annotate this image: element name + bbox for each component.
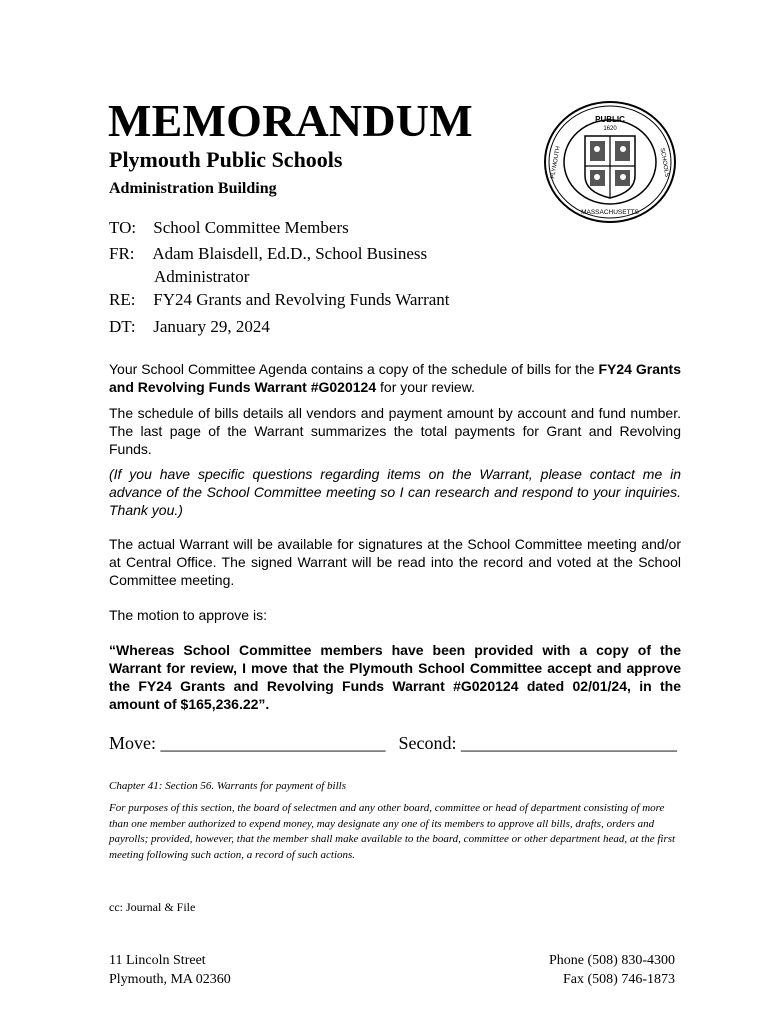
memo-to-line <box>109 216 349 239</box>
seal-ring-left: PLYMOUTH <box>550 145 562 180</box>
re-value: FY24 Grants and Revolving Funds Warrant <box>153 290 450 309</box>
department-name: Administration Building <box>109 180 277 197</box>
paragraph-schedule: The schedule of bills details all vendors and payment amount by account and fund number. The last page of the Warrant summarizes the total payments for Grant and Revolving Funds. <box>109 405 681 457</box>
memo-date-line <box>109 315 270 338</box>
seal-ring-right: SCHOOLS <box>658 147 670 178</box>
footer-city: Plymouth, MA 02360 <box>109 972 231 987</box>
from-value-continued: Administrator <box>154 267 250 286</box>
paragraph-agenda-pre: Your School Committee Agenda contains a copy of the schedule of bills for the <box>109 361 599 377</box>
memo-re-line <box>109 288 450 311</box>
move-line: Move: _________________________ <box>109 733 386 753</box>
legal-text: For purposes of this section, the board of selectmen and any other board, committee or head of department consisting of more than one member authorized to expend money, may designate any one of its members to approve all bills, drafts, orders and payrolls; provided, however, that the member shall make available to the board, committee or other department head, at the first meeting following such action, a record of such actions. <box>109 802 676 861</box>
footer-fax: Fax (508) 746-1873 <box>563 972 675 987</box>
signature-line <box>109 733 677 754</box>
footer-contact <box>549 951 675 989</box>
paragraph-agenda-post: for your review. <box>376 379 475 395</box>
footer-address <box>109 951 231 989</box>
paragraph-questions: (If you have specific questions regarding items on the Warrant, please contact me in advance of the School Committee meeting so I can research and respond to your inquiries. Thank you.) <box>109 466 681 518</box>
second-line: Second: ________________________ <box>398 733 677 753</box>
warrant-name-bold: FY24 Grants and Revolving Funds Warrant #G020124 <box>109 361 681 395</box>
paragraph-signatures: The actual Warrant will be available for signatures at the School Committee meeting and/or at Central Office. The signed Warrant will be read into the record and voted at the School Committee meeting. <box>109 536 681 588</box>
seal-ring-top: PUBLIC <box>595 115 625 124</box>
date-value: January 29, 2024 <box>153 317 270 336</box>
to-value: School Committee Members <box>153 218 349 237</box>
cc-line: cc: Journal & File <box>109 900 196 914</box>
from-value: Adam Blaisdell, Ed.D., School Business <box>152 244 428 263</box>
organization-name: Plymouth Public Schools <box>109 147 343 172</box>
date-label: DT: <box>109 317 136 336</box>
paragraph-agenda <box>109 360 681 396</box>
school-seal-logo <box>543 100 677 224</box>
motion-text: “Whereas School Committee members have been provided with a copy of the Warrant for review, I move that the Plymouth School Committee accept and approve the FY24 Grants and Revolving Funds Warrant #G020124 dated 02/01/24, in the amount of $165,236.22”. <box>109 642 681 712</box>
memo-from-line <box>109 242 427 288</box>
legal-heading: Chapter 41: Section 56. Warrants for payment of bills <box>109 780 347 792</box>
footer-phone: Phone (508) 830-4300 <box>549 953 675 968</box>
paragraph-motion-intro: The motion to approve is: <box>109 607 267 623</box>
memo-title: MEMORANDUM <box>108 95 473 146</box>
re-label: RE: <box>109 290 136 309</box>
to-label: TO: <box>109 218 137 237</box>
seal-year: 1620 <box>603 126 617 132</box>
from-label: FR: <box>109 244 135 263</box>
seal-ring-bottom: MASSACHUSETTS <box>581 209 639 216</box>
footer-street: 11 Lincoln Street <box>109 953 206 968</box>
